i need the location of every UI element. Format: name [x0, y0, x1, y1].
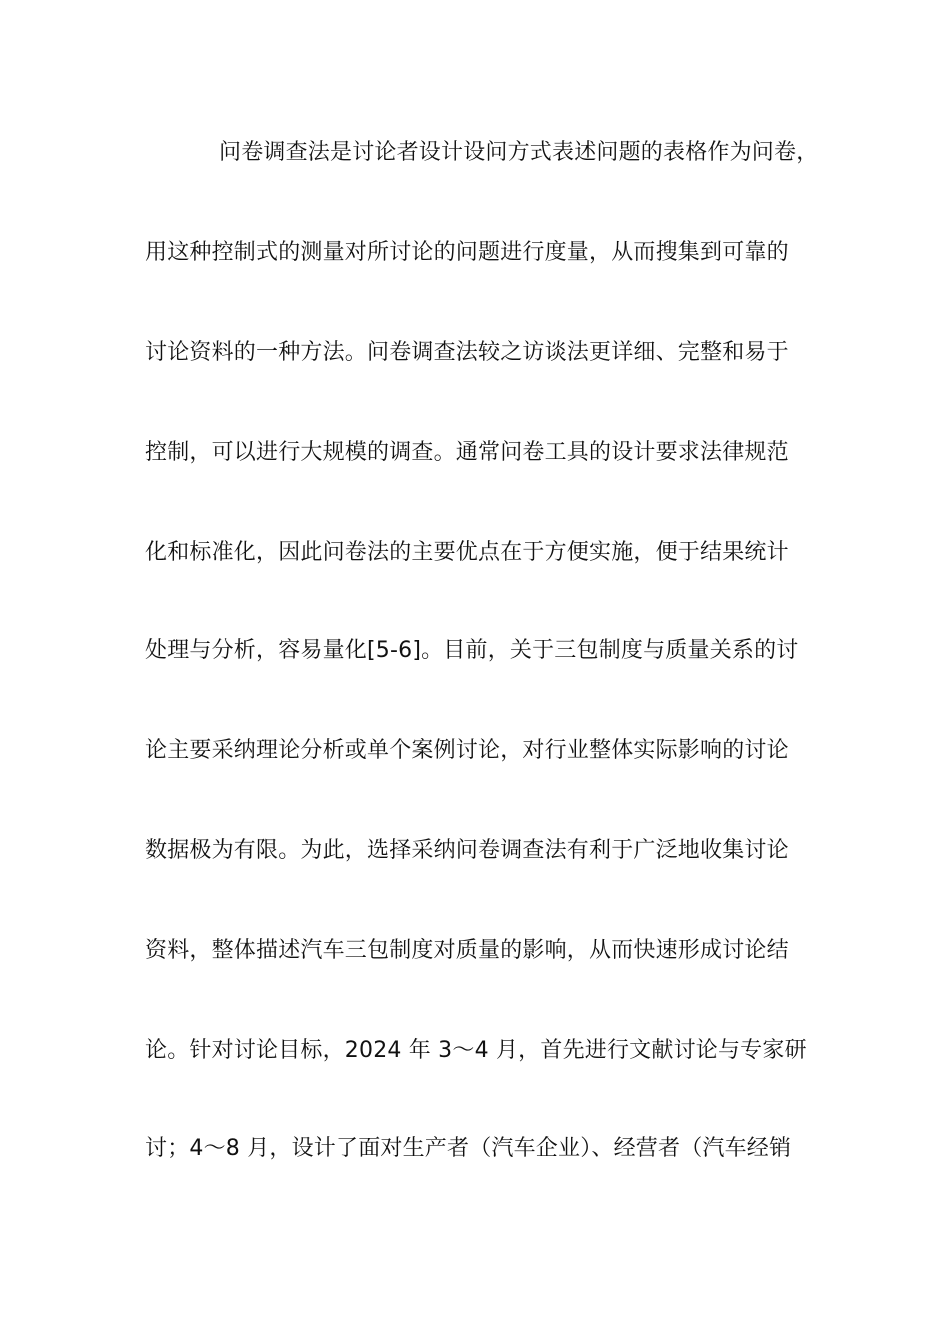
paragraph-line-7: 论主要采纳理论分析或单个案例讨论，对行业整体实际影响的讨论 [145, 738, 789, 763]
paragraph-line-8: 数据极为有限。为此，选择采纳问卷调查法有利于广泛地收集讨论 [145, 838, 789, 863]
paragraph-line-6: 处理与分析，容易量化[5-6]。目前，关于三包制度与质量关系的讨 [145, 638, 799, 663]
paragraph-line-1: 问卷调查法是讨论者设计设问方式表述问题的表格作为问卷， [219, 140, 819, 165]
paragraph-line-10: 论。针对讨论目标，2024 年 3～4 月，首先进行文献讨论与专家研 [145, 1038, 807, 1063]
paragraph-line-4: 控制，可以进行大规模的调查。通常问卷工具的设计要求法律规范 [145, 440, 789, 465]
paragraph-line-5: 化和标准化，因此问卷法的主要优点在于方便实施，便于结果统计 [145, 540, 789, 565]
paragraph-line-2: 用这种控制式的测量对所讨论的问题进行度量，从而搜集到可靠的 [145, 240, 789, 265]
paragraph-line-3: 讨论资料的一种方法。问卷调查法较之访谈法更详细、完整和易于 [145, 340, 789, 365]
paragraph-line-9: 资料，整体描述汽车三包制度对质量的影响，从而快速形成讨论结 [145, 938, 789, 963]
paragraph-line-11: 讨；4～8 月，设计了面对生产者（汽车企业）、经营者（汽车经销 [145, 1136, 792, 1161]
